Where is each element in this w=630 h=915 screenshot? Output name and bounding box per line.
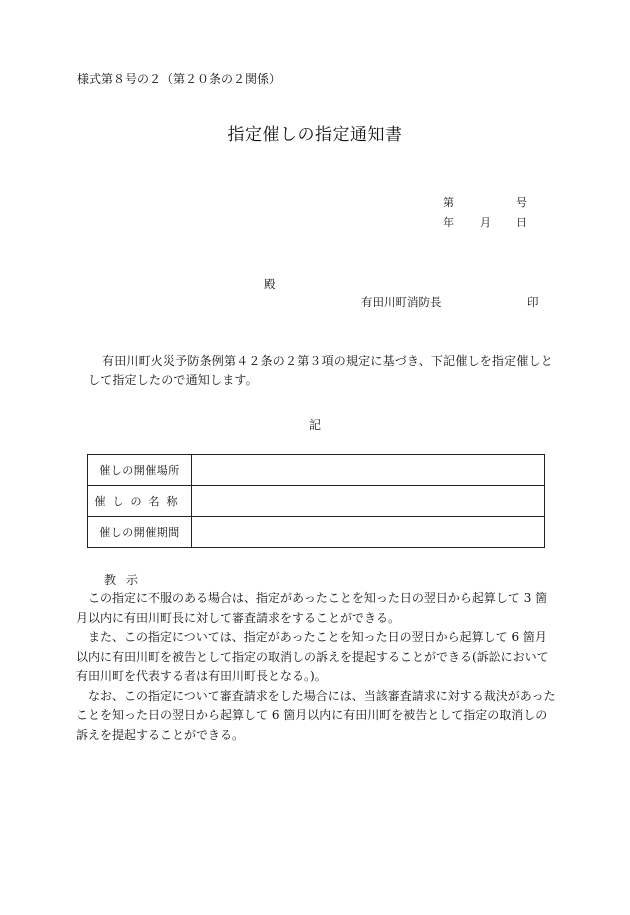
date-year: 年 (443, 216, 454, 229)
table-row (88, 486, 545, 517)
table-value-period (192, 517, 545, 548)
table-label-name: 催しの名称 (88, 486, 192, 517)
table-label-venue: 催しの開催場所 (88, 455, 192, 486)
table-value-venue (192, 455, 545, 486)
instruction-notes (76, 589, 558, 745)
seal-mark: 印 (527, 295, 539, 309)
date-month: 月 (480, 216, 491, 229)
date-day: 日 (516, 216, 527, 229)
table-label-period: 催しの開催期間 (88, 517, 192, 548)
instruction-heading: 教示 (104, 573, 149, 587)
number-go: 号 (516, 196, 527, 209)
addressee-suffix: 殿 (264, 277, 276, 291)
form-number: 様式第８号の２（第２０条の２関係） (77, 72, 282, 86)
ki-heading: 記 (308, 418, 321, 432)
instruction-paragraph-2: また、この指定については、指定があったことを知った日の翌日から起算して 6 箇月以内に有田川町を被告として指定の取消しの訴えを提起することができる(訴訟において有田川町を代表する者は有田川町長となる。)。 (76, 630, 549, 683)
instruction-paragraph-3: なお、この指定について審査請求をした場合には、当該審査請求に対する裁決があったことを知った日の翌日から起算して 6 箇月以内に有田川町を被告として指定の取消しの訴えを提起することができる。 (76, 688, 556, 742)
table-row (88, 455, 545, 486)
document-title: 指定催しの指定通知書 (227, 125, 403, 145)
table-value-name (192, 486, 545, 517)
instruction-paragraph-1: この指定に不服のある場合は、指定があったことを知った日の翌日から起算して 3 箇月以内に有田川町長に対して審査請求をすることができる。 (76, 591, 548, 625)
number-dai: 第 (443, 196, 454, 209)
issuer-name: 有田川町消防長 (361, 295, 442, 309)
body-paragraph: 有田川町火災予防条例第４２条の２第３項の規定に基づき、下記催しを指定催しとして指定したので通知します。 (88, 354, 553, 387)
table-row (88, 517, 545, 548)
event-info-table (87, 454, 545, 548)
